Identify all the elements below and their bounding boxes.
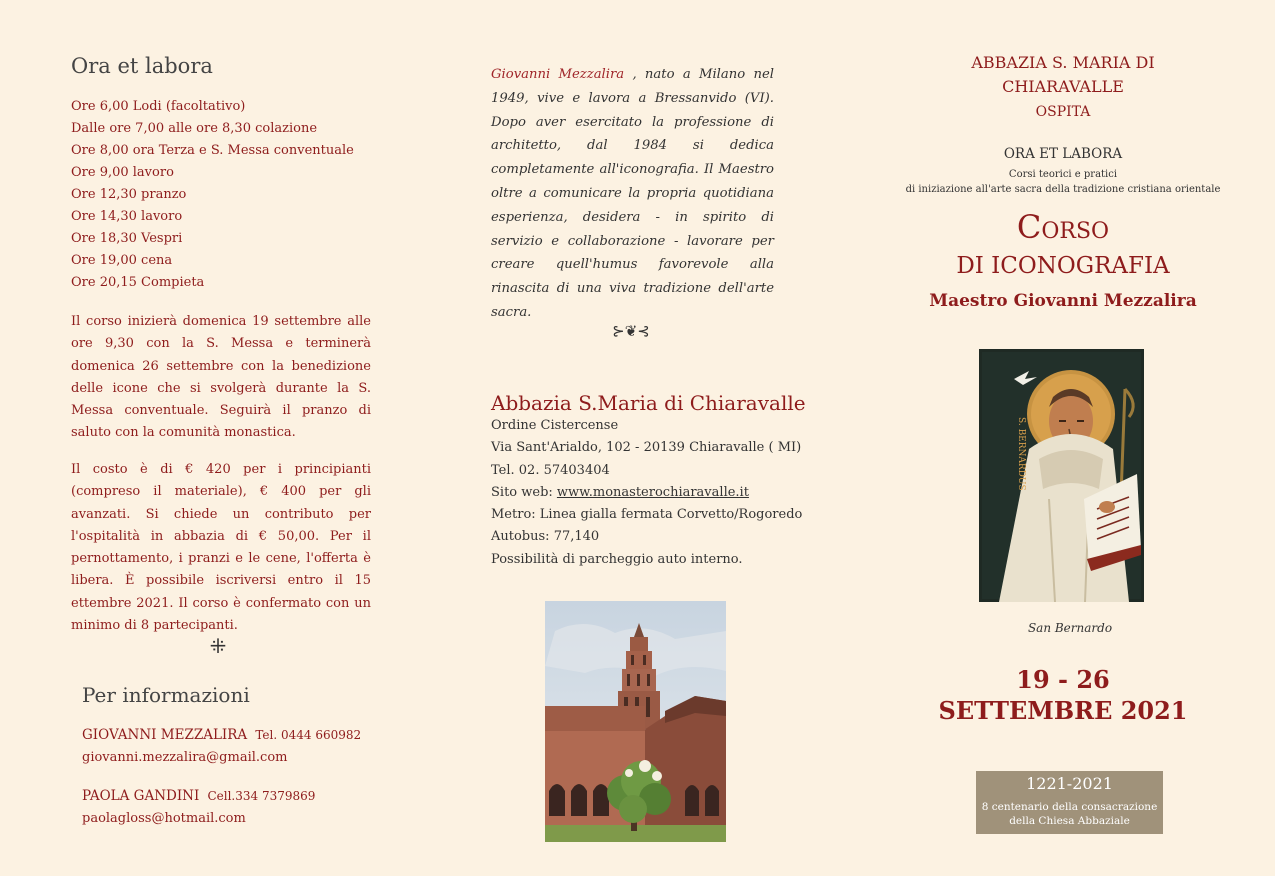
web-link[interactable]: www.monasterochiaravalle.it	[556, 484, 749, 500]
host-line: CHIARAVALLE	[1002, 77, 1124, 96]
contact-email[interactable]: paolagloss@hotmail.com	[82, 811, 246, 826]
abbey-web	[491, 482, 802, 504]
series-sub-line: Corsi teorici e pratici	[1008, 169, 1118, 180]
abbey-tel[interactable]: Tel. 02. 57403404	[491, 462, 610, 478]
centenary-line: 8 centenario della consacrazione	[981, 801, 1158, 813]
abbey-address-block	[491, 415, 802, 571]
divider-ornament: ⁜	[209, 634, 227, 658]
ornament-divider: ⊱❦⊰	[612, 322, 650, 340]
series-title: ORA ET LABORA	[1003, 146, 1123, 162]
abbey-address: Via Sant'Arialdo, 102 - 20139 Chiaravalle ( MI)	[491, 440, 802, 456]
info-title: Per informazioni	[82, 683, 250, 707]
schedule-item: Ore 20,15 Compieta	[71, 275, 205, 290]
host-line: ABBAZIA S. MARIA DI	[971, 53, 1155, 72]
course-title: Corso	[1016, 208, 1110, 246]
dates-line2: SETTEMBRE 2021	[938, 696, 1188, 725]
hosts-label: OSPITA	[1035, 104, 1091, 120]
abbey-order: Ordine Cistercense	[491, 418, 619, 433]
icon-caption: San Bernardo	[1027, 621, 1113, 635]
abbey-photo	[545, 601, 726, 842]
contact-2	[82, 785, 315, 830]
contact-name: PAOLA GANDINI	[82, 788, 200, 804]
series-subtitle	[900, 167, 1226, 197]
web-label: Sito web:	[491, 484, 557, 500]
schedule-item: Dalle ore 7,00 alle ore 8,30 colazione	[71, 121, 318, 136]
schedule-item: Ore 9,00 lavoro	[71, 165, 174, 180]
contact-name: GIOVANNI MEZZALIRA	[82, 727, 248, 743]
bio-name: Giovanni Mezzalira	[491, 67, 625, 82]
schedule-title: Ora et labora	[71, 54, 213, 78]
schedule-item: Ore 14,30 lavoro	[71, 209, 183, 224]
course-subtitle: DI ICONOGRAFIA	[956, 253, 1170, 279]
teacher-name: Maestro Giovanni Mezzalira	[929, 291, 1197, 311]
schedule-item: Ore 19,00 cena	[71, 253, 173, 268]
schedule-item: Ore 6,00 Lodi (facoltativo)	[71, 99, 246, 114]
abbey-title: Abbazia S.Maria di Chiaravalle	[491, 391, 806, 415]
schedule-list	[71, 96, 371, 294]
series-sub-line: di iniziazione all'arte sacra della tradizione cristiana orientale	[905, 184, 1221, 195]
centenary-years: 1221-2021	[1026, 774, 1113, 793]
centenary-box	[976, 771, 1163, 834]
bio-paragraph	[491, 63, 774, 325]
dates-line1: 19 - 26	[1016, 665, 1110, 694]
san-bernardo-icon-image	[979, 349, 1144, 602]
abbey-metro: Metro: Linea gialla fermata Corvetto/Rogoredo	[491, 507, 803, 523]
contact-phone[interactable]: Cell.334 7379869	[207, 789, 316, 803]
contact-email[interactable]: giovanni.mezzalira@gmail.com	[82, 750, 288, 765]
schedule-item: Ore 8,00 ora Terza e S. Messa conventuale	[71, 143, 354, 158]
abbey-parking: Possibilità di parcheggio auto interno.	[491, 551, 743, 567]
contact-phone[interactable]: Tel. 0444 660982	[255, 728, 362, 742]
cost-paragraph: Il costo è di € 420 per i principianti (compreso il materiale), € 400 per gli avanzati. Si chiede un contributo per l'ospitalità in abbazia di € 50,00. Per il pernottamento, i pranzi e le cene, l'offerta è libera. È possibile iscriversi entro il 15 ettembre 2021. Il corso è confermato con un minimo di 8 partecipanti.	[71, 462, 371, 634]
centenary-line: della Chiesa Abbaziale	[1009, 815, 1130, 827]
host-heading	[928, 51, 1198, 99]
icon-inscription: S. BERNARDUS	[1016, 417, 1026, 491]
abbey-bus: Autobus: 77,140	[491, 529, 600, 545]
schedule-item: Ore 18,30 Vespri	[71, 231, 183, 246]
schedule-item: Ore 12,30 pranzo	[71, 187, 187, 202]
course-paragraph: Il corso inizierà domenica 19 settembre alle ore 9,30 con la S. Messa e terminerà domenica 26 settembre con la benedizione delle icone che si svolgerà durante la S. Messa conventuale. Seguirà il pranzo di saluto con la comunità monastica.	[71, 314, 371, 441]
contact-1	[82, 724, 361, 769]
bio-text: , nato a Milano nel 1949, vive e lavora a Bressanvido (VI). Dopo aver esercitato la professione di architetto, dal 1984 si dedica completamente all'iconografia. Il Maestro oltre a comunicare la propria quotidiana esperienza, desidera - in spirito di servizio e collaborazione - lavorare per creare quell'humus favorevole alla rinascita di una viva tradizione dell'arte sacra.	[491, 67, 774, 320]
